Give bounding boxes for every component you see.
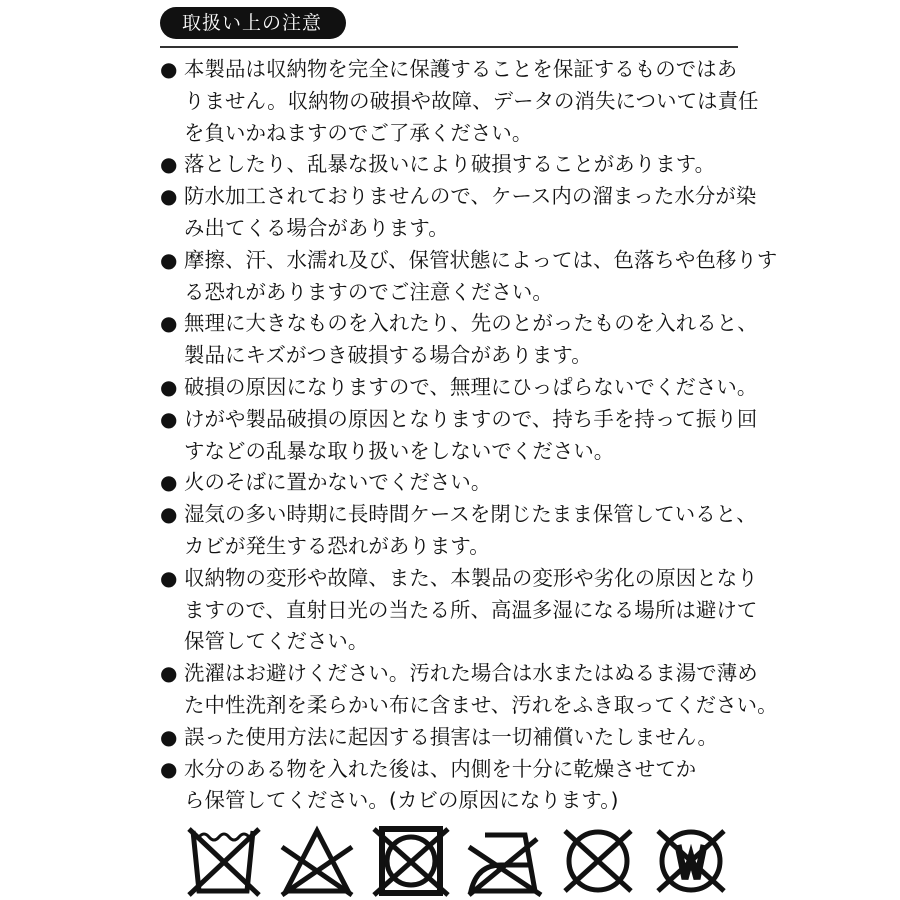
list-item	[160, 467, 760, 499]
item-text-line: 本製品は収納物を完全に保護することを保証するものではあ	[184, 57, 738, 81]
list-item	[160, 754, 760, 818]
bullet-icon: ●	[160, 724, 178, 749]
list-item	[160, 181, 760, 245]
bullet-icon: ●	[160, 661, 178, 686]
bullet-icon: ●	[160, 502, 178, 527]
item-text-line: 収納物の変形や故障、また、本製品の変形や劣化の原因となり	[184, 565, 758, 590]
item-text-line: を負いかねますのでご了承ください。	[184, 120, 533, 145]
item-text-line: み出てくる場合があります。	[184, 215, 449, 240]
item-text-line: 誤った使用方法に起因する損害は一切補償いたしません。	[184, 724, 718, 749]
bullet-icon: ●	[160, 57, 178, 81]
no-wash-icon	[185, 825, 263, 897]
bullet-icon: ●	[160, 311, 178, 336]
item-text-line: ら保管してください。(カビの原因になります。)	[184, 788, 619, 813]
item-text-line: る恐れがありますのでご注意ください。	[184, 279, 553, 304]
list-item	[160, 499, 760, 563]
list-item	[160, 404, 760, 468]
item-text-line: 洗濯はお避けください。汚れた場合は水またはぬるま湯で薄め	[184, 661, 758, 686]
item-text-line: 落としたり、乱暴な扱いにより破損することがあります。	[184, 152, 716, 177]
item-text-line: すなどの乱暴な取り扱いをしないでください。	[184, 438, 615, 463]
divider	[160, 46, 738, 48]
item-text-line: 製品にキズがつき破損する場合があります。	[184, 343, 592, 368]
list-item	[160, 658, 778, 722]
no-iron-icon	[465, 825, 543, 897]
item-text-line: 無理に大きなものを入れたり、先のとがったものを入れると、	[184, 311, 758, 336]
bullet-icon: ●	[160, 565, 178, 590]
bullet-icon: ●	[160, 756, 178, 781]
list-item	[160, 149, 760, 181]
list-item	[160, 563, 760, 658]
item-text-line: た中性洗剤を柔らかい布に含ませ、汚れをふき取ってください。	[184, 692, 778, 717]
item-text-line: ますので、直射日光の当たる所、高温多湿になる場所は避けて	[184, 597, 758, 622]
care-symbols	[185, 825, 730, 897]
item-text-line: 防水加工されておりませんので、ケース内の溜まった水分が染	[184, 184, 757, 209]
bullet-icon: ●	[160, 470, 178, 495]
bullet-icon: ●	[160, 152, 178, 177]
list-item	[160, 722, 760, 754]
item-text-line: 湿気の多い時期に長時間ケースを閉じたまま保管していると、	[184, 502, 757, 527]
list-item	[160, 372, 760, 404]
bullet-icon: ●	[160, 247, 178, 272]
item-text-line: 水分のある物を入れた後は、内側を十分に乾燥させてか	[184, 756, 697, 781]
section-title: 取扱い上の注意	[160, 7, 346, 39]
bullet-icon: ●	[160, 184, 178, 209]
item-text-line: 破損の原因になりますので、無理にひっぱらないでください。	[184, 374, 758, 399]
item-text-line: けがや製品破損の原因となりますので、持ち手を持って振り回	[184, 406, 758, 431]
list-item	[160, 54, 760, 149]
item-text-line: 保管してください。	[184, 629, 369, 654]
item-text-line: 火のそばに置かないでください。	[184, 470, 492, 495]
bullet-icon: ●	[160, 406, 178, 431]
item-text-line: りません。収納物の破損や故障、データの消失については責任	[184, 88, 759, 113]
bullet-icon: ●	[160, 374, 178, 399]
list-item	[160, 245, 778, 309]
no-wet-clean-icon	[652, 825, 730, 897]
item-text-line: カビが発生する恐れがあります。	[184, 533, 490, 558]
item-text-line: 摩擦、汗、水濡れ及び、保管状態によっては、色落ちや色移りす	[184, 247, 778, 272]
no-tumble-dry-icon	[372, 825, 450, 897]
no-bleach-icon	[278, 825, 356, 897]
no-dry-clean-icon	[559, 825, 637, 897]
caution-list	[160, 54, 778, 817]
list-item	[160, 308, 760, 372]
